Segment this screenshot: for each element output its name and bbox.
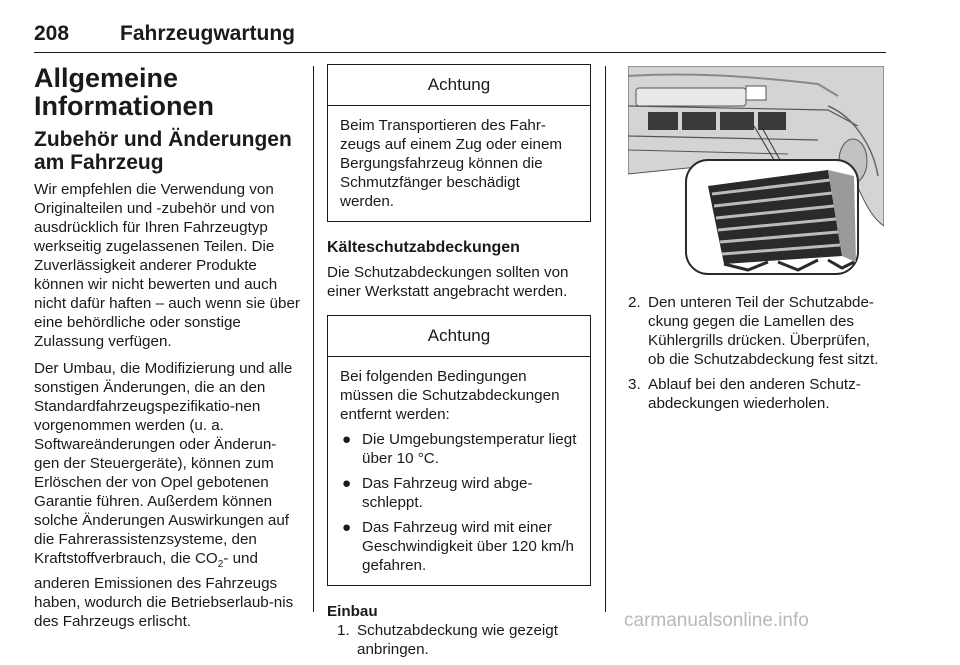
warning-text: Beim Transportieren des Fahr-zeugs auf einem Zug oder einem Bergungsfahrzeug können die Schmutzfänger beschädigt werden.	[340, 117, 563, 210]
warning-title: Achtung	[328, 316, 590, 357]
paragraph-modifications-start: Der Umbau, die Modifizierung und alle sonstigen Änderungen, die an den Standardfahrzeugspezifikatio-nen vorgenommen werden (u. a. Softwareänderungen oder Änderun-gen der Steuergeräte), können zum Erlöschen der von Opel gebotenen Garantie führen. Außerdem können solche Änderungen Auswirkungen auf die Fahrerassistenzsysteme, den Kraftstoffverbrauch, die CO	[34, 360, 293, 567]
column-middle	[327, 64, 591, 665]
install-steps	[337, 621, 591, 659]
warning-box-remove-covers	[327, 315, 591, 586]
list-item: ● Das Fahrzeug wird mit einer Geschwindigkeit über 120 km/h gefahren.	[342, 519, 574, 574]
section-title-cold-covers: Kälteschutzabdeckungen	[327, 239, 520, 256]
section-title-accessories: Zubehör und Änderungen am Fahrzeug	[34, 128, 292, 174]
bullet-icon: ●	[342, 519, 352, 536]
paragraph-recommendation: Wir empfehlen die Verwendung von Originalteilen und -zubehör und von ausdrücklich für Ihren Fahrzeugtyp werkseitig zugelassenen Teilen. Die Zuverlässigkeit anderer Produkte können wir nicht bewerten und auch nicht dafür haften – auch wenn sie über eine behördliche oder sonstige Zulassung verfügen.	[34, 181, 300, 350]
warning-title: Achtung	[328, 65, 590, 106]
condition-list	[340, 430, 578, 575]
chapter-title: Fahrzeugwartung	[120, 22, 296, 45]
page-header	[34, 22, 886, 53]
co2-subscript: 2	[217, 559, 224, 571]
bullet-icon: ●	[342, 475, 352, 492]
warning-body	[328, 357, 590, 585]
page-title: Allgemeine Informationen	[34, 63, 214, 121]
paragraph-modifications-end: - und anderen Emissionen des Fahrzeugs haben, wodurch die Betriebserlaub-nis des Fahrzeugs erlischt.	[34, 550, 294, 631]
page-number: 208	[34, 22, 70, 45]
paragraph-cold-covers: Die Schutzabdeckungen sollten von einer Werkstatt angebracht werden.	[327, 264, 569, 300]
list-item: ● Die Umgebungstemperatur liegt über 10 °C.	[342, 431, 577, 467]
bullet-icon: ●	[342, 431, 352, 448]
column-divider-2	[605, 66, 606, 612]
step-1: 1. Schutzabdeckung wie gezeigt anbringen.	[337, 622, 558, 658]
install-title: Einbau	[327, 603, 378, 620]
column-left	[34, 64, 300, 639]
warning-intro: Bei folgenden Bedingungen müssen die Schutzabdeckungen entfernt werden:	[340, 368, 560, 423]
install-steps-continued	[628, 293, 886, 413]
warning-body	[328, 106, 590, 221]
column-divider-1	[313, 66, 314, 612]
paragraph-modifications	[34, 359, 300, 631]
watermark: carmanualsonline.info	[624, 610, 809, 631]
step-3: 3. Ablauf bei den anderen Schutz-abdeckungen wiederholen.	[628, 376, 861, 412]
list-item: ● Das Fahrzeug wird abge-schleppt.	[342, 475, 533, 511]
column-right	[628, 66, 886, 419]
warning-box-transport	[327, 64, 591, 222]
step-2: 2. Den unteren Teil der Schutzabde-ckung gegen die Lamellen des Kühlergrills drücken. Überprüfen, ob die Schutzabdeckung fest sitzt.	[628, 294, 879, 368]
grille-cover-illustration-icon	[628, 66, 884, 278]
